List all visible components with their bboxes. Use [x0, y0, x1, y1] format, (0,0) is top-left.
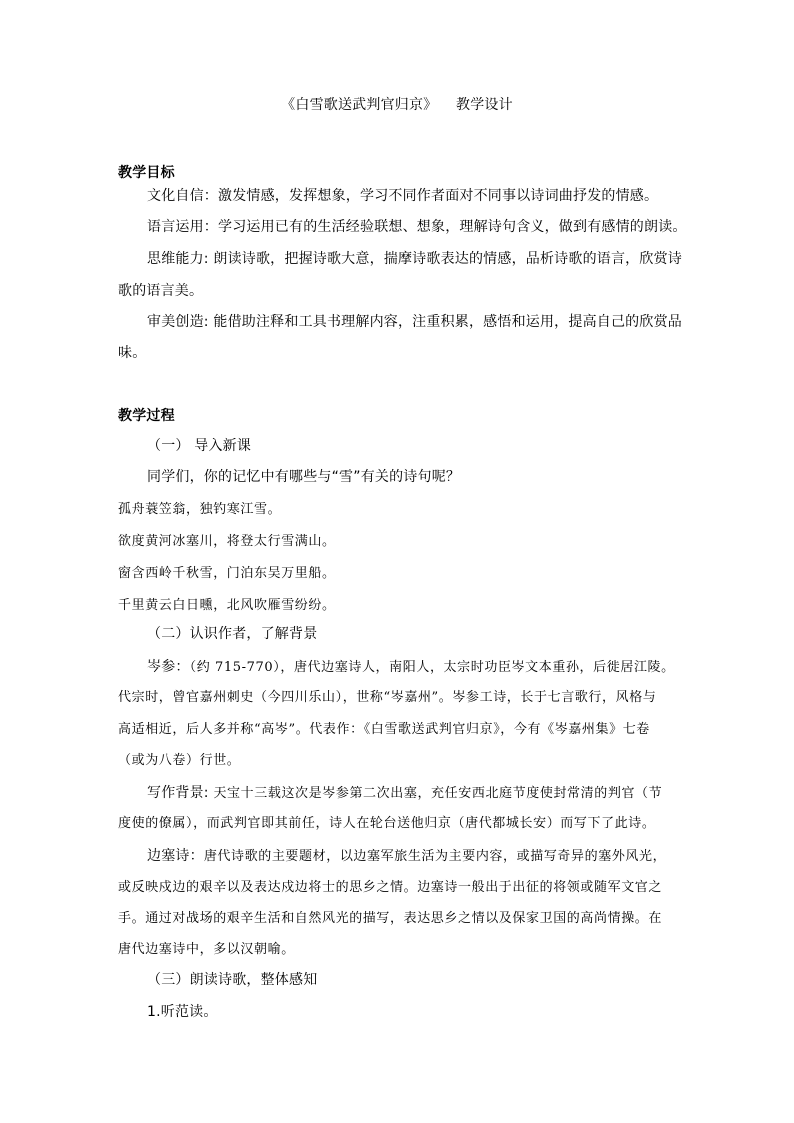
section-author-heading: （二）认识作者，了解背景	[147, 626, 318, 642]
reading-step-1: 1.听范读。	[147, 1004, 218, 1020]
section-reading-heading: （三）朗读诗歌，整体感知	[147, 972, 318, 988]
objective-thinking-line1: 思维能力: 朗读诗歌，把握诗歌大意，揣摩诗歌表达的情感，品析诗歌的语言，欣赏诗	[147, 251, 682, 267]
poem-line: 欲度黄河冰塞川，将登太行雪满山。	[118, 534, 336, 549]
author-paragraph-line: 代宗时，曾官嘉州刺史（今四川乐山），世称“岑嘉州”。岑参工诗，长于七言歌行，风格与	[118, 690, 657, 705]
background-paragraph-line1	[147, 784, 662, 803]
frontier-label: 边塞诗：	[147, 848, 204, 864]
background-label: 写作背景:	[147, 785, 209, 801]
frontier-paragraph-line: 唐代边塞诗中，多以汉朝喻。	[118, 942, 295, 957]
process-heading: 教学过程	[118, 408, 175, 424]
objective-thinking-line2: 歌的语言美。	[118, 283, 204, 299]
author-label: 岑参：	[147, 659, 190, 675]
frontier-text: 唐代诗歌的主要题材，以边塞军旅生活为主要内容，或描写奇异的塞外风光，	[203, 849, 667, 864]
poem-line: 千里黄云白日曛，北风吹雁雪纷纷。	[118, 598, 336, 613]
objective-culture: 文化自信：激发情感，发挥想象，学习不同作者面对不同事以诗词曲抒发的情感。	[147, 188, 659, 204]
document-title: 《白雪歌送武判官归京》 教学设计	[281, 97, 513, 113]
background-text: 天宝十三载这次是岑参第二次出塞，充任安西北庭节度使封常清的判官（节	[208, 786, 663, 801]
objectives-heading: 教学目标	[118, 165, 175, 181]
frontier-paragraph-line: 或反映戍边的艰辛以及表达戍边将士的思乡之情。边塞诗一般出于出征的将领或随军文官之	[118, 880, 663, 895]
poem-line: 孤舟蓑笠翁，独钓寒江雪。	[118, 502, 282, 517]
section-intro-heading: （一） 导入新课	[147, 438, 252, 454]
author-paragraph-line1	[147, 658, 675, 677]
frontier-paragraph-line: 手。通过对战场的艰辛生活和自然风光的描写，表达思乡之情以及保家卫国的高尚情操。在	[118, 911, 663, 926]
objective-aesthetic-line2: 味。	[118, 345, 147, 361]
intro-question: 同学们，你的记忆中有哪些与“雪”有关的诗句呢？	[147, 469, 461, 485]
background-paragraph-line: 度使的僚属），而武判官即其前任，诗人在轮台送他归京（唐代都城长安）而写下了此诗。	[118, 816, 656, 831]
objective-aesthetic-line1: 审美创造: 能借助注释和工具书理解内容，注重积累，感悟和运用，提高自己的欣赏品	[147, 314, 682, 330]
poem-line: 窗含西岭千秋雪，门泊东吴万里船。	[118, 566, 336, 581]
author-text: （约 715-770），唐代边塞诗人，南阳人，太宗时功臣岑文本重孙，后徙居江陵。	[189, 660, 675, 675]
frontier-paragraph-line1	[147, 847, 666, 866]
objective-language: 语言运用：学习运用已有的生活经验联想、想象，理解诗句含义，做到有感情的朗读。	[147, 219, 687, 235]
author-paragraph-line: 高适相近，后人多并称“高岑”。代表作：《白雪歌送武判官归京》，今有《岑嘉州集》七卷	[118, 722, 650, 737]
author-paragraph-line: （或为八卷）行世。	[118, 753, 241, 768]
